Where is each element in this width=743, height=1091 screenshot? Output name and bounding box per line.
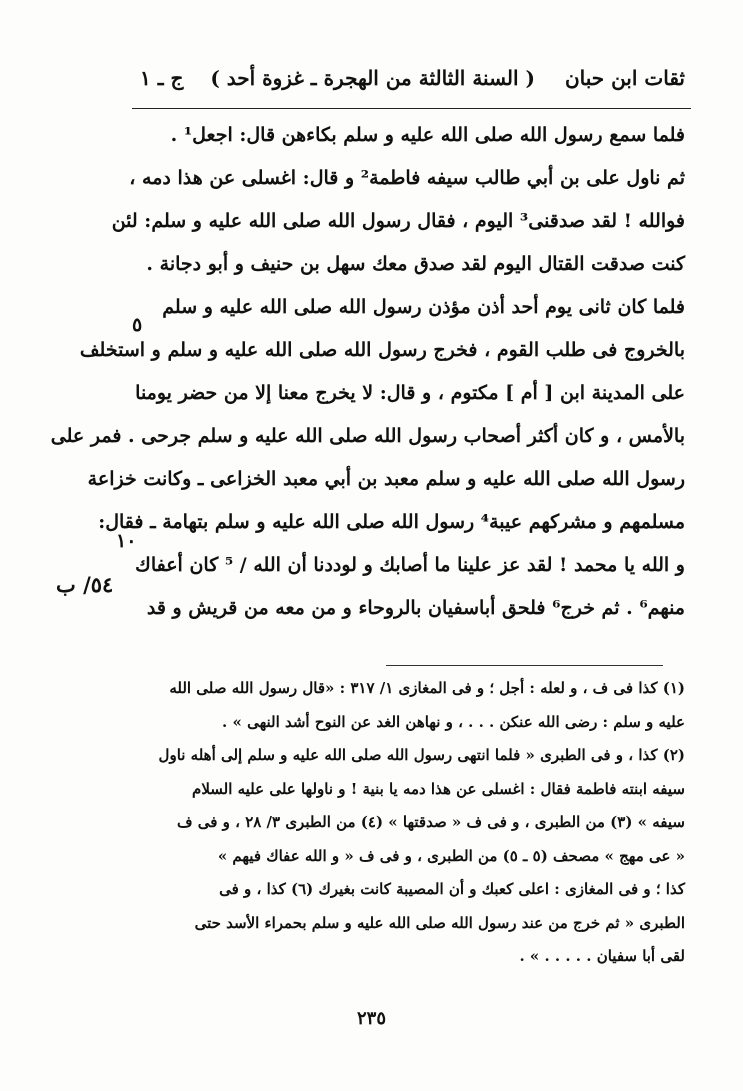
text-line: فلما سمع رسول الله صلى الله عليه و سلم بكاءهن قال: اجعل¹ . (170, 124, 685, 146)
footnote-line: الطبرى « ثم خرج من عند رسول الله صلى الله عليه و سلم بحمراء الأسد حتى (194, 913, 685, 932)
text-line: رسول الله صلى الله عليه و سلم معبد بن أبي معبد الخزاعى ـ وكانت خزاعة (87, 468, 685, 490)
footnote-line: (٢) كذا ، و فى الطبرى « فلما انتهى رسول الله صلى الله عليه و سلم إلى أهله ناول (158, 746, 685, 764)
line-number-5: ٥ (132, 314, 143, 336)
footnote-line: عليه و سلم : رضى الله عنكن . . . ، و نهاهن الغد عن النوح أشد النهى » . (222, 712, 685, 731)
text-line: مسلمهم و مشركهم عيبة⁴ رسول الله صلى الله عليه و سلم بتهامة ـ فقال: (98, 511, 685, 533)
footnote-line: سيفه ابنته فاطمة فقال : اغسلى عن هذا دمه يا بنية ! و ناولها على عليه السلام (192, 779, 685, 798)
text-line: و الله يا محمد ! لقد عز علينا ما أصابك و لوددنا أن الله / ⁵ كان أعفاك (135, 554, 685, 576)
footnote-line: « عى مهج » مصحف (٥ ـ ٥) من الطبرى ، و فى ف « و الله عفاك فيهم » (217, 846, 685, 865)
section-title: ( السنة الثالثة من الهجرة ـ غزوة أحد ) (210, 66, 535, 90)
volume-label: ج ـ ١ (140, 66, 184, 90)
text-line: بالأمس ، و كان أكثر أصحاب رسول الله صلى الله عليه و سلم جرحى . فمر على (50, 425, 685, 447)
footnote-line: (١) كذا فى ف ، و لعله : أجل ؛ و فى المغازى ١/ ٣١٧ : «قال رسول الله صلى الله (169, 679, 685, 697)
running-header (140, 60, 685, 96)
text-line: على المدينة ابن [ أم ] مكتوم ، و قال: لا يخرج معنا إلا من حضر يومنا (135, 382, 685, 404)
text-line: ثم ناول على بن أبي طالب سيفه فاطمة² و قال: اغسلى عن هذا دمه ، (129, 167, 685, 189)
footnote-line: لقى أبا سفيان . . . . . » . (519, 947, 685, 965)
footnotes (148, 672, 685, 974)
footnote-line: كذا ؛ و فى المغازى : اعلى كعبك و أن المصيبة كانت بغيرك (٦) كذا ، و فى (219, 880, 685, 898)
book-title: ثقات ابن حبان (564, 66, 685, 90)
footnote-line: سيفه » (٣) من الطبرى ، و فى ف « صدقتها » (٤) من الطبرى ٣/ ٢٨ ، و فى ف (177, 813, 685, 831)
line-number-10: ١٠ (116, 530, 137, 552)
text-line: فوالله ! لقد صدقنى³ اليوم ، فقال رسول الله صلى الله عليه و سلم: لئن (111, 210, 685, 232)
text-line: منهم⁶ . ثم خرج⁶ فلحق أباسفيان بالروحاء و من معه من قريش و قد (146, 597, 685, 619)
text-line: كنت صدقت القتال اليوم لقد صدق معك سهل بن حنيف و أبو دجانة . (146, 253, 685, 275)
header-rule (132, 108, 691, 109)
text-line: فلما كان ثانى يوم أحد أذن مؤذن رسول الله صلى الله عليه و سلم (162, 296, 685, 318)
manuscript-folio-marker: ٥٤/ ب (56, 572, 114, 597)
footnote-separator (386, 665, 663, 666)
page-number: ٢٣٥ (356, 1008, 386, 1029)
text-line: بالخروج فى طلب القوم ، فخرج رسول الله صلى الله عليه و سلم و استخلف (79, 339, 685, 361)
